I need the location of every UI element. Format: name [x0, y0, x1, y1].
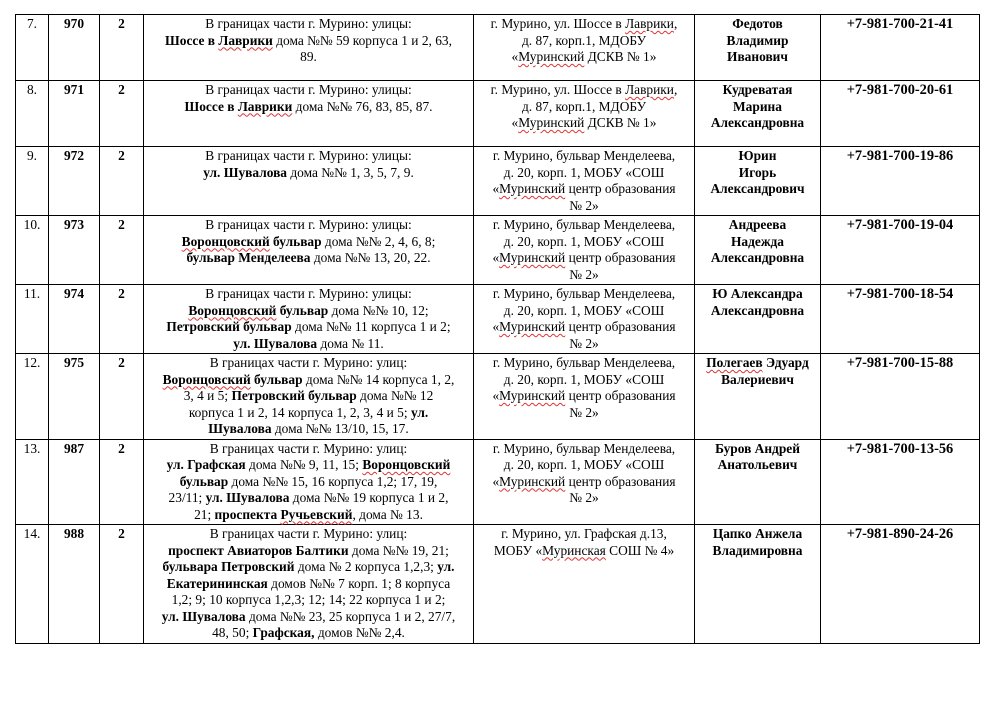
text-segment: ул.: [410, 404, 429, 420]
text-segment: г. Мурино, бульвар Менделеева,: [492, 148, 676, 163]
text-segment: дома № 2 корпуса 1,2,3;: [294, 559, 438, 574]
polling-place: [474, 354, 695, 440]
text-segment: Муринский: [499, 473, 566, 489]
text-segment: бульвар Менделеева: [186, 250, 311, 265]
text-segment: ДСКВ № 1»: [584, 115, 657, 130]
text-segment: Муринский: [499, 181, 566, 196]
precinct-area-line: [147, 148, 470, 165]
precinct-area-line: [147, 457, 470, 474]
precinct-id: 973: [49, 216, 100, 285]
text-segment: Цапко Анжела: [712, 526, 803, 541]
text-segment: дома №№ 19, 21;: [348, 542, 449, 558]
text-segment: Буров Андрей: [715, 440, 800, 456]
polling-place: [474, 15, 695, 81]
text-segment: центр образования: [565, 250, 676, 265]
polling-place-line: [477, 441, 691, 458]
phone-number: +7-981-700-21-41: [821, 15, 980, 81]
text-segment: «: [492, 319, 500, 334]
text-segment: центр образования: [565, 473, 676, 489]
text-segment: В границах части г. Мурино: улиц:: [209, 440, 408, 456]
polling-place-line: [477, 165, 691, 182]
row-number: 11.: [16, 285, 49, 354]
member-count: 2: [100, 525, 144, 644]
table-row: [16, 81, 980, 147]
polling-place: [474, 216, 695, 285]
text-segment: дома №№ 14 корпуса 1, 2,: [302, 371, 455, 387]
polling-place-line: [477, 49, 691, 66]
precinct-id: 974: [49, 285, 100, 354]
precinct-area-line: [147, 49, 470, 66]
text-segment: Воронцовский: [362, 457, 451, 472]
chair-name-line: [698, 234, 817, 251]
chair-name-line: [698, 181, 817, 198]
text-segment: Александровна: [710, 250, 805, 265]
text-segment: дома №№ 15, 16 корпуса 1,2; 17, 19,: [228, 473, 438, 489]
text-segment: дома №№ 11 корпуса 1 и 2;: [291, 319, 451, 334]
text-segment: 3, 4 и 5;: [183, 388, 232, 403]
text-segment: Воронцовский: [188, 302, 277, 318]
chair-name: [695, 354, 821, 440]
text-segment: Графская,: [252, 625, 315, 640]
text-segment: «: [511, 115, 519, 130]
table-row: [16, 285, 980, 354]
table-row: [16, 216, 980, 285]
precinct-id: 987: [49, 439, 100, 525]
table-row: [16, 354, 980, 440]
precinct-area-line: [147, 355, 470, 372]
text-segment: г. Мурино, ул. Шоссе в: [490, 82, 626, 97]
text-segment: г. Мурино, бульвар Менделеева,: [492, 217, 676, 232]
polling-place-line: [477, 457, 691, 474]
polling-place-line: [477, 82, 691, 99]
chair-name-line: [698, 49, 817, 66]
member-count: 2: [100, 439, 144, 525]
polling-place: [474, 525, 695, 644]
chair-name-line: [698, 33, 817, 50]
polling-place-line: [477, 115, 691, 132]
row-number: 7.: [16, 15, 49, 81]
text-segment: Владимировна: [712, 542, 803, 558]
polling-place-line: [477, 336, 691, 353]
row-number: 9.: [16, 147, 49, 216]
chair-name-line: [698, 286, 817, 303]
precinct-area: [144, 285, 474, 354]
text-segment: Полегаев: [706, 355, 763, 370]
member-count: 2: [100, 354, 144, 440]
chair-name-line: [698, 355, 817, 372]
text-segment: Лаврики: [625, 16, 674, 31]
polling-place-line: [477, 250, 691, 267]
phone-number: +7-981-700-19-04: [821, 216, 980, 285]
text-segment: ДСКВ № 1»: [584, 49, 657, 64]
text-segment: Владимир: [726, 32, 789, 48]
text-segment: В границах части г. Мурино: улицы:: [205, 217, 412, 232]
text-segment: д. 87, корп.1, МДОБУ: [521, 98, 647, 114]
text-segment: Андреева: [728, 217, 787, 232]
text-segment: Ручьевский: [280, 506, 353, 522]
text-segment: бульвар: [179, 473, 229, 489]
text-segment: Юрин: [738, 148, 777, 163]
text-segment: ул.: [437, 559, 455, 574]
precinct-area-line: [147, 543, 470, 560]
precinct-area-line: [147, 250, 470, 267]
precinct-area: [144, 15, 474, 81]
text-segment: Лаврики: [218, 32, 273, 48]
text-segment: центр образования: [565, 388, 676, 403]
precinct-area-line: [147, 625, 470, 642]
precinct-area-line: [147, 372, 470, 389]
text-segment: Лаврики: [625, 82, 674, 97]
text-segment: ул. Графская: [166, 457, 246, 472]
precinct-area: [144, 439, 474, 525]
chair-name-line: [698, 99, 817, 116]
text-segment: дома № 11.: [317, 335, 384, 351]
text-segment: Муринский: [499, 250, 566, 265]
text-segment: № 2»: [569, 197, 599, 213]
polling-place-line: [477, 267, 691, 284]
member-count: 2: [100, 285, 144, 354]
precinct-area-line: [147, 507, 470, 524]
precinct-area-line: [147, 82, 470, 99]
text-segment: дома №№ 19 корпуса 1 и 2,: [289, 490, 449, 505]
text-segment: № 2»: [569, 335, 599, 351]
precinct-area-line: [147, 576, 470, 593]
chair-name-line: [698, 441, 817, 458]
row-number: 12.: [16, 354, 49, 440]
member-count: 2: [100, 81, 144, 147]
text-segment: В границах части г. Мурино: улиц:: [209, 355, 408, 370]
text-segment: Шоссе в: [184, 98, 238, 114]
chair-name: [695, 525, 821, 644]
polling-place: [474, 147, 695, 216]
text-segment: «: [492, 250, 500, 265]
polling-place-line: [477, 99, 691, 116]
text-segment: ул. Шувалова: [161, 608, 246, 624]
text-segment: № 2»: [569, 404, 599, 420]
polling-place-line: [477, 543, 691, 560]
text-segment: Лаврики: [237, 98, 293, 114]
polling-place-line: [477, 388, 691, 405]
precinct-area-line: [147, 217, 470, 234]
text-segment: В границах части г. Мурино: улицы:: [205, 286, 412, 301]
polling-place-line: [477, 148, 691, 165]
text-segment: д. 20, корп. 1, МОБУ «СОШ: [503, 233, 665, 249]
polling-place-line: [477, 303, 691, 320]
precinct-area: [144, 525, 474, 644]
text-segment: Анатольевич: [717, 457, 798, 472]
text-segment: Ю Александра: [712, 286, 803, 301]
text-segment: дома №№ 13, 20, 22.: [310, 250, 431, 265]
text-segment: «: [492, 181, 500, 196]
precinct-id: 971: [49, 81, 100, 147]
precinct-area-line: [147, 490, 470, 507]
precinct-area-line: [147, 592, 470, 609]
text-segment: Шувалова: [208, 421, 272, 436]
chair-name: [695, 439, 821, 525]
text-segment: Эдуард: [762, 355, 809, 370]
text-segment: 48, 50;: [212, 625, 253, 640]
text-segment: ,: [673, 16, 678, 31]
chair-name-line: [698, 148, 817, 165]
text-segment: «: [492, 473, 500, 489]
text-segment: В границах части г. Мурино: улицы:: [205, 148, 412, 163]
polling-place-line: [477, 405, 691, 422]
table-row: [16, 525, 980, 644]
text-segment: Муринский: [499, 319, 566, 334]
text-segment: , дома № 13.: [352, 506, 423, 522]
phone-number: +7-981-890-24-26: [821, 525, 980, 644]
row-number: 10.: [16, 216, 49, 285]
text-segment: домов №№ 2,4.: [314, 625, 405, 640]
precinct-area-line: [147, 33, 470, 50]
precinct-area-line: [147, 319, 470, 336]
chair-name-line: [698, 115, 817, 132]
precinct-area-line: [147, 303, 470, 320]
chair-name-line: [698, 303, 817, 320]
text-segment: корпуса 1 и 2, 14 корпуса 1, 2, 3, 4 и 5;: [188, 404, 411, 420]
text-segment: дома №№ 13/10, 15, 17.: [271, 421, 409, 436]
chair-name: [695, 285, 821, 354]
text-segment: 1,2; 9; 10 корпуса 1,2,3; 12; 14; 22 корпуса 1 и 2;: [171, 592, 446, 607]
precinct-area-line: [147, 99, 470, 116]
text-segment: «: [511, 49, 519, 64]
chair-name-line: [698, 165, 817, 182]
text-segment: проспекта: [214, 506, 281, 522]
text-segment: дома №№ 1, 3, 5, 7, 9.: [287, 164, 414, 180]
polling-place-line: [477, 181, 691, 198]
text-segment: бульвара Петровский: [162, 559, 295, 574]
polling-place: [474, 285, 695, 354]
precinct-area-line: [147, 286, 470, 303]
precinct-id: 970: [49, 15, 100, 81]
text-segment: В границах части г. Мурино: улицы:: [205, 82, 412, 97]
text-segment: центр образования: [565, 319, 676, 334]
chair-name-line: [698, 250, 817, 267]
text-segment: ул. Шувалова: [233, 335, 318, 351]
polling-place-line: [477, 490, 691, 507]
chair-name: [695, 81, 821, 147]
text-segment: № 2»: [569, 490, 599, 505]
chair-name: [695, 147, 821, 216]
text-segment: Екатерининская: [166, 575, 268, 591]
text-segment: ул. Шувалова: [205, 490, 290, 505]
row-number: 14.: [16, 525, 49, 644]
precinct-area-line: [147, 165, 470, 182]
polling-place: [474, 81, 695, 147]
phone-number: +7-981-700-20-61: [821, 81, 980, 147]
chair-name-line: [698, 217, 817, 234]
text-segment: В границах части г. Мурино: улицы:: [205, 16, 412, 31]
precinct-area-line: [147, 421, 470, 438]
precinct-table: [15, 14, 980, 644]
text-segment: дома №№ 59 корпуса 1 и 2, 63,: [272, 32, 452, 48]
text-segment: Муринский: [518, 115, 585, 130]
chair-name-line: [698, 543, 817, 560]
precinct-area: [144, 354, 474, 440]
text-segment: г. Мурино, ул. Шоссе в: [490, 16, 626, 31]
precinct-area-line: [147, 441, 470, 458]
precinct-area: [144, 81, 474, 147]
precinct-area-line: [147, 336, 470, 353]
text-segment: Петровский бульвар: [231, 388, 357, 403]
polling-place-line: [477, 198, 691, 215]
precinct-id: 988: [49, 525, 100, 644]
text-segment: Муринский: [518, 49, 585, 64]
text-segment: бульвар: [250, 371, 303, 387]
text-segment: СОШ № 4»: [605, 542, 675, 558]
text-segment: дома №№ 76, 83, 85, 87.: [292, 98, 433, 114]
text-segment: г. Мурино, бульвар Менделеева,: [492, 286, 676, 301]
text-segment: № 2»: [569, 266, 599, 282]
polling-place-line: [477, 474, 691, 491]
text-segment: г. Мурино, бульвар Менделеева,: [492, 440, 676, 456]
precinct-area-line: [147, 609, 470, 626]
polling-place-line: [477, 33, 691, 50]
text-segment: д. 20, корп. 1, МОБУ «СОШ: [503, 164, 665, 180]
polling-place: [474, 439, 695, 525]
text-segment: дома №№ 2, 4, 6, 8;: [321, 233, 436, 249]
phone-number: +7-981-700-18-54: [821, 285, 980, 354]
text-segment: Валериевич: [721, 371, 794, 387]
chair-name-line: [698, 16, 817, 33]
row-number: 13.: [16, 439, 49, 525]
text-segment: МОБУ «: [493, 542, 543, 558]
precinct-area: [144, 147, 474, 216]
text-segment: Муринский: [499, 388, 566, 403]
precinct-area-line: [147, 405, 470, 422]
text-segment: д. 20, корп. 1, МОБУ «СОШ: [503, 457, 665, 472]
text-segment: дома №№ 23, 25 корпуса 1 и 2, 27/7,: [245, 608, 456, 624]
text-segment: Александровна: [710, 302, 805, 318]
text-segment: Воронцовский: [181, 233, 270, 249]
phone-number: +7-981-700-15-88: [821, 354, 980, 440]
polling-place-line: [477, 319, 691, 336]
text-segment: д. 20, корп. 1, МОБУ «СОШ: [503, 371, 665, 387]
text-segment: центр образования: [565, 181, 676, 196]
polling-place-line: [477, 217, 691, 234]
text-segment: Шоссе в: [165, 32, 219, 48]
table-row: [16, 439, 980, 525]
text-segment: г. Мурино, бульвар Менделеева,: [492, 355, 676, 370]
phone-number: +7-981-700-19-86: [821, 147, 980, 216]
text-segment: д. 87, корп.1, МДОБУ: [521, 32, 647, 48]
precinct-area-line: [147, 474, 470, 491]
text-segment: д. 20, корп. 1, МОБУ «СОШ: [503, 302, 665, 318]
polling-place-line: [477, 355, 691, 372]
table-row: [16, 147, 980, 216]
text-segment: 21;: [194, 506, 215, 522]
member-count: 2: [100, 147, 144, 216]
member-count: 2: [100, 216, 144, 285]
text-segment: дома №№ 10, 12;: [328, 302, 429, 318]
text-segment: Федотов: [732, 16, 783, 31]
text-segment: Петровский бульвар: [166, 319, 292, 334]
table-body: [16, 15, 980, 644]
polling-place-line: [477, 234, 691, 251]
member-count: 2: [100, 15, 144, 81]
text-segment: Игорь: [738, 164, 777, 180]
polling-place-line: [477, 286, 691, 303]
precinct-area: [144, 216, 474, 285]
text-segment: Надежда: [730, 233, 784, 249]
text-segment: дома №№ 9, 11, 15;: [245, 457, 363, 472]
polling-place-line: [477, 16, 691, 33]
text-segment: 23/11;: [168, 490, 206, 505]
text-segment: «: [492, 388, 500, 403]
text-segment: ,: [673, 82, 678, 97]
text-segment: домов №№ 7 корп. 1; 8 корпуса: [267, 575, 451, 591]
text-segment: Марина: [733, 98, 782, 114]
text-segment: Александрович: [710, 181, 805, 196]
row-number: 8.: [16, 81, 49, 147]
text-segment: В границах части г. Мурино: улиц:: [209, 526, 408, 541]
text-segment: дома №№ 12: [356, 388, 434, 403]
chair-name-line: [698, 82, 817, 99]
text-segment: Александровна: [710, 115, 805, 130]
chair-name: [695, 216, 821, 285]
chair-name-line: [698, 457, 817, 474]
phone-number: +7-981-700-13-56: [821, 439, 980, 525]
text-segment: ул. Шувалова: [203, 164, 288, 180]
chair-name: [695, 15, 821, 81]
precinct-id: 972: [49, 147, 100, 216]
text-segment: бульвар: [269, 233, 322, 249]
precinct-id: 975: [49, 354, 100, 440]
text-segment: бульвар: [276, 302, 329, 318]
text-segment: проспект Авиаторов Балтики: [168, 542, 349, 558]
precinct-area-line: [147, 234, 470, 251]
text-segment: Кудреватая: [722, 82, 793, 97]
text-segment: 89.: [300, 49, 317, 64]
precinct-area-line: [147, 559, 470, 576]
text-segment: Воронцовский: [162, 371, 251, 387]
precinct-area-line: [147, 526, 470, 543]
text-segment: Иванович: [727, 49, 788, 64]
table-row: [16, 15, 980, 81]
precinct-area-line: [147, 16, 470, 33]
text-segment: Муринская: [542, 542, 606, 558]
precinct-area-line: [147, 388, 470, 405]
chair-name-line: [698, 526, 817, 543]
polling-place-line: [477, 526, 691, 543]
text-segment: г. Мурино, ул. Графская д.13,: [501, 526, 667, 541]
polling-place-line: [477, 372, 691, 389]
chair-name-line: [698, 372, 817, 389]
